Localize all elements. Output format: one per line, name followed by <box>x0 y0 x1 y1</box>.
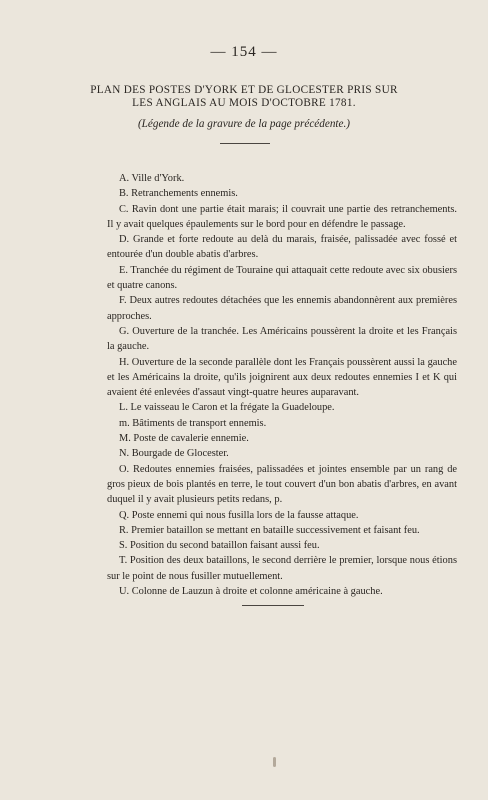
legend-entry-t: T. Position des deux bataillons, le second derrière le premier, lorsque nous étions sur le point de nous fusiller mutuellement. <box>107 555 457 582</box>
legend-entry-l: L. Le vaisseau le Caron et la frégate la Guadeloupe. <box>119 402 335 414</box>
top-divider <box>220 143 270 144</box>
paper-mark <box>273 757 276 767</box>
legend-list <box>107 171 457 599</box>
subtitle: (Légende de la gravure de la page précédente.) <box>137 118 351 130</box>
legend-entry-m: M. Poste de cavalerie ennemie. <box>119 433 249 445</box>
bottom-divider <box>242 605 304 606</box>
legend-entry-g: G. Ouverture de la tranchée. Les Américains poussèrent la droite et les Français la gauche. <box>107 325 457 353</box>
legend-entry-a: A. Ville d'York. <box>119 173 185 184</box>
title-line-2: LES ANGLAIS AU MOIS D'OCTOBRE 1781. <box>132 97 356 109</box>
title-line-1: PLAN DES POSTES D'YORK ET DE GLOCESTER PRIS SUR <box>90 84 398 96</box>
legend-entry-e: E. Tranchée du régiment de Touraine qui attaquait cette redoute avec six obusiers et quatre canons. <box>107 264 457 292</box>
legend-entry-o: O. Redoutes ennemies fraisées, palissadées et jointes ensemble par un rang de gros pieux de bois plantés en terre, le tout couvert d'un bon abatis d'arbres, en avant duquel il y avait plusieurs petits redans, p. <box>107 463 457 506</box>
legend-entry-u: U. Colonne de Lauzun à droite et colonne américaine à gauche. <box>119 586 383 598</box>
legend-entry-n: N. Bourgade de Glocester. <box>119 448 229 460</box>
page-title <box>60 84 428 110</box>
page-number: — 154 — <box>210 44 278 60</box>
legend-entry-b: B. Retranchements ennemis. <box>119 188 238 200</box>
legend-entry-q: Q. Poste ennemi qui nous fusilla lors de la fausse attaque. <box>119 509 359 521</box>
legend-entry-s: S. Position du second bataillon faisant aussi feu. <box>119 540 320 552</box>
legend-entry-m-lower: m. Bâtiments de transport ennemis. <box>119 417 267 429</box>
legend-entry-d: D. Grande et forte redoute au delà du marais, fraisée, palissadée avec fossé et entourée d'un double abatis d'arbres. <box>107 234 457 261</box>
legend-entry-c: C. Ravin dont une partie était marais; il couvrait une partie des retranchements. Il y avait quelques épaulements sur le bord pour en défendre le passage. <box>107 203 457 230</box>
legend-entry-r: R. Premier bataillon se mettant en bataille successivement et faisant feu. <box>119 524 420 536</box>
legend-entry-h: H. Ouverture de la seconde parallèle dont les Français poussèrent aussi la gauche et les Américains la droite, qu'ils joignirent aux deux redoutes ennemies I et K qui avaient été enlevées d'assaut vingt-quatre heures auparavant. <box>107 356 457 399</box>
legend-entry-f: F. Deux autres redoutes détachées que les ennemis abandonnèrent aux premières approches. <box>107 295 457 322</box>
